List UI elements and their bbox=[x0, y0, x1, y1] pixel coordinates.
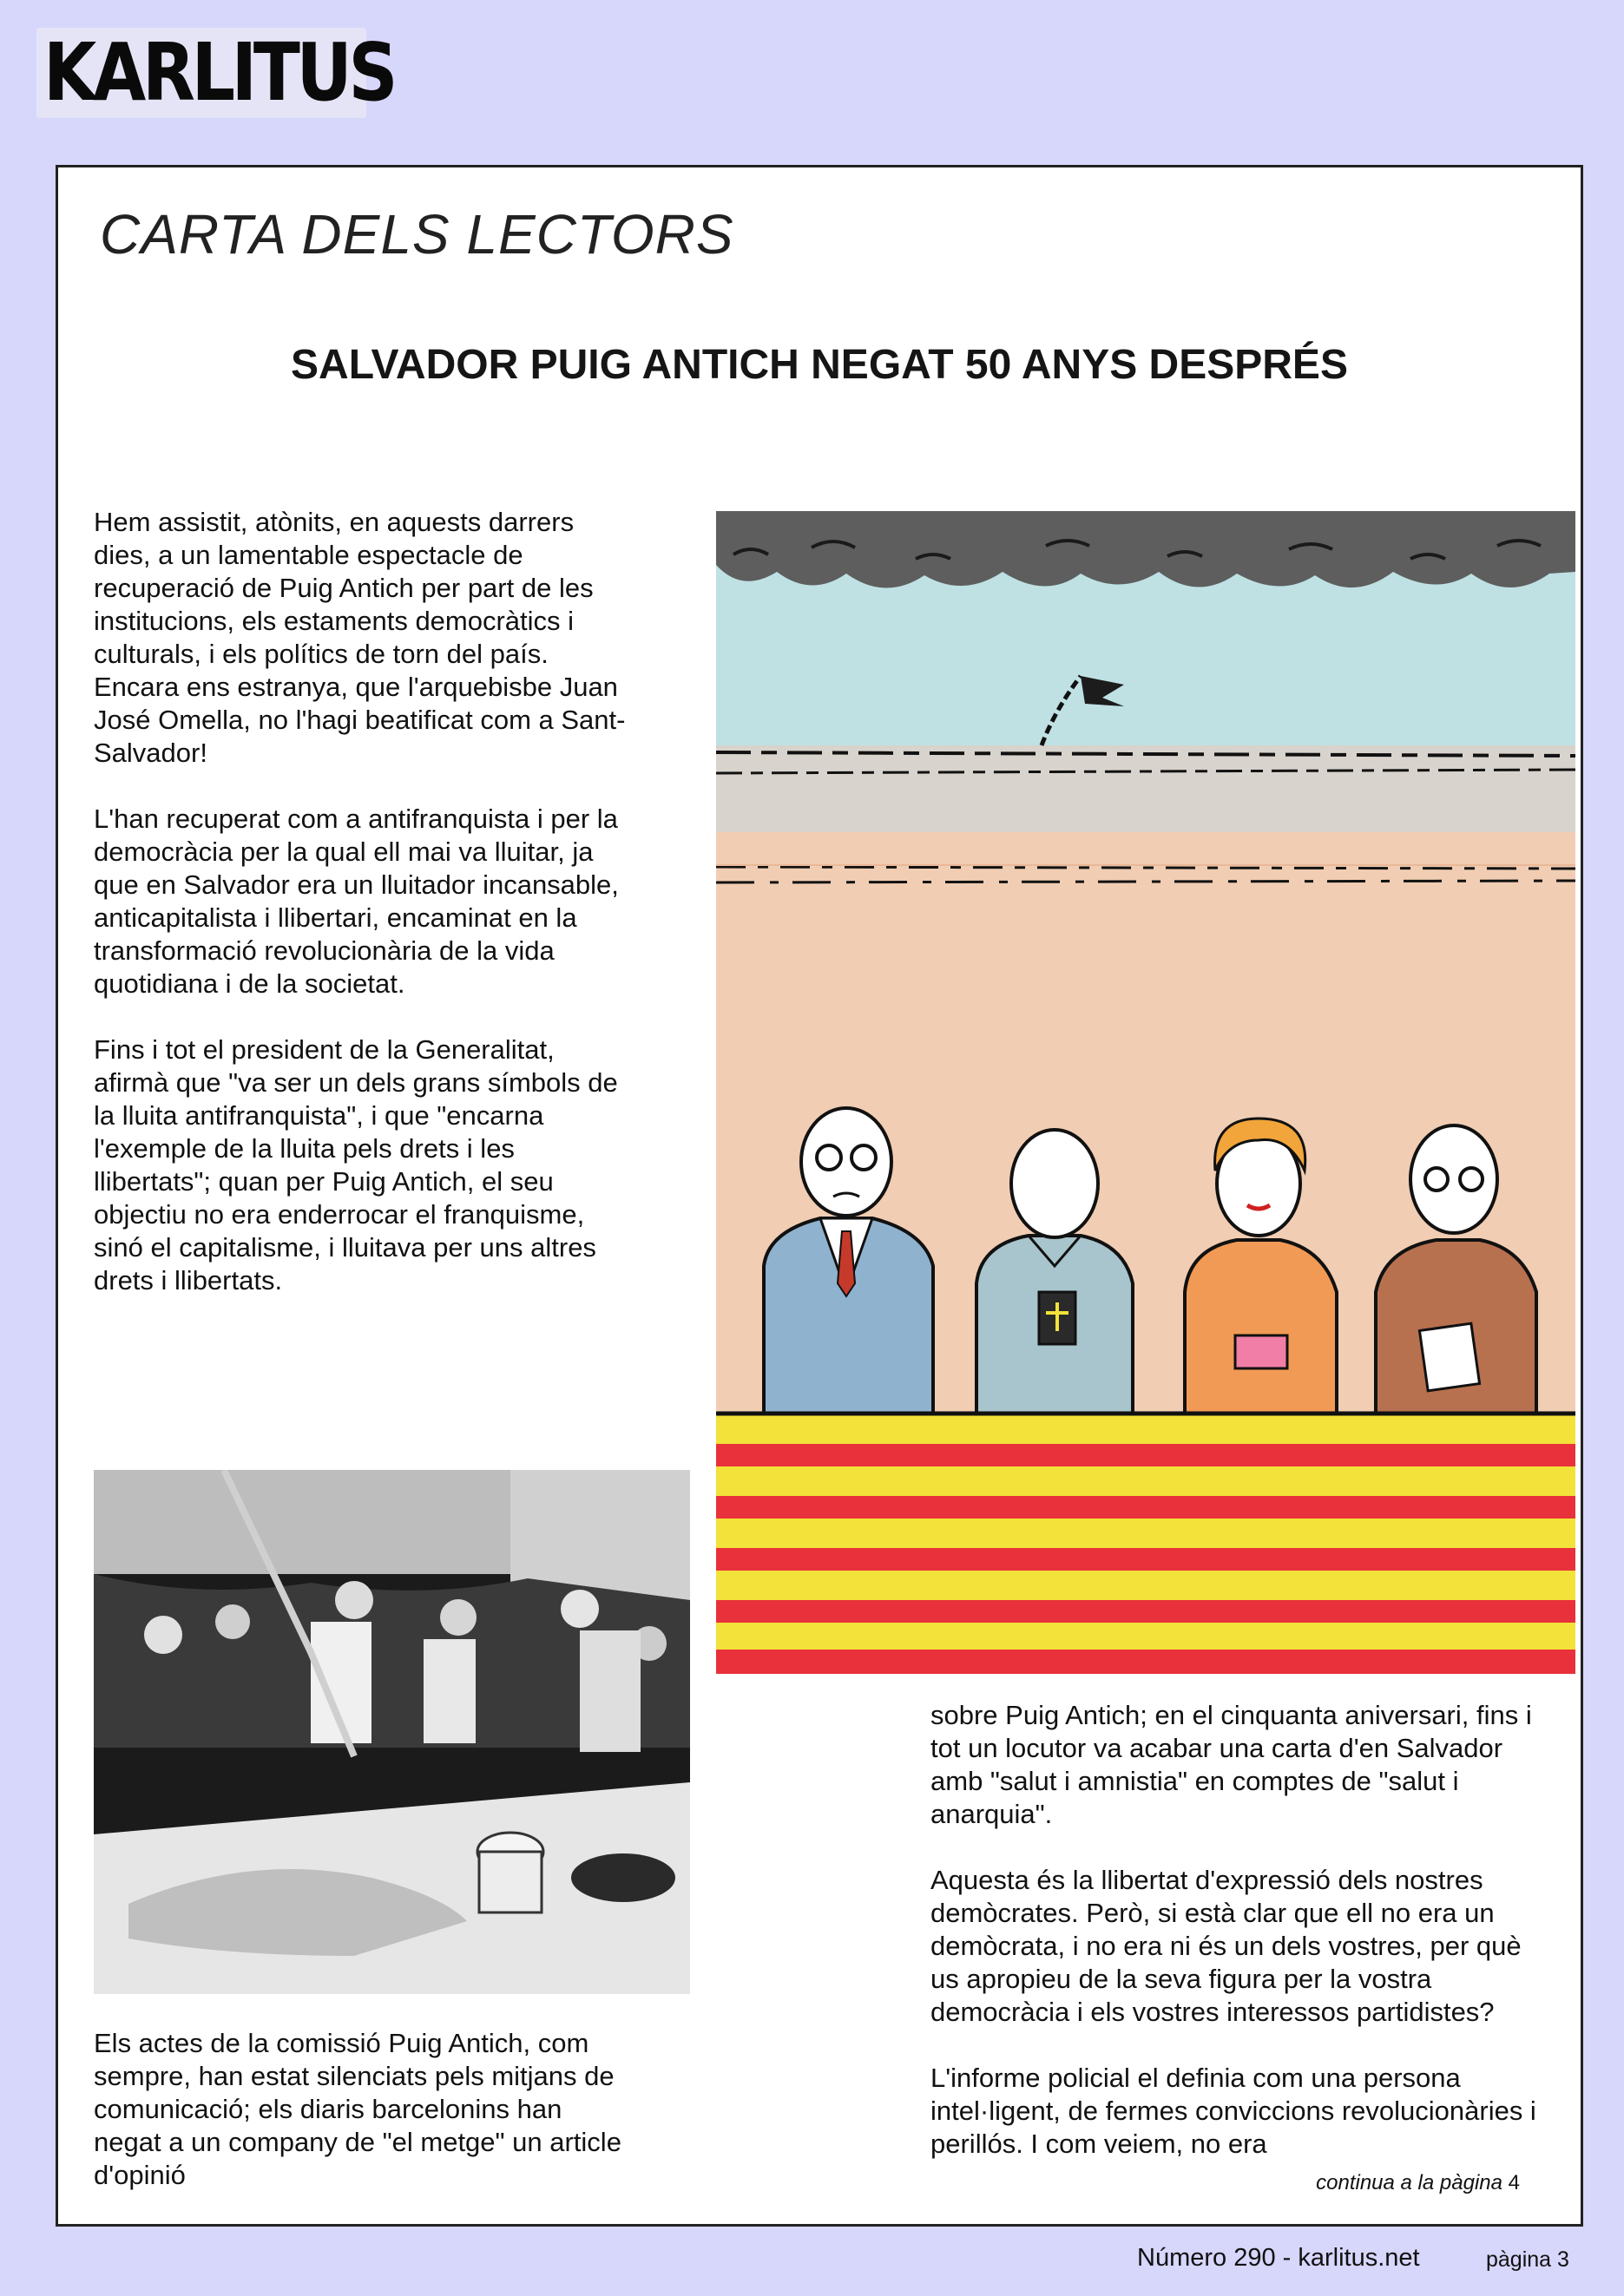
continue-note bbox=[1316, 2171, 1520, 2195]
continue-text: continua a la pàgina bbox=[1316, 2171, 1502, 2194]
section-title: CARTA DELS LECTORS bbox=[100, 203, 734, 266]
footer-issue: Número 290 - karlitus.net bbox=[1137, 2244, 1420, 2272]
paragraph: Fins i tot el president de la Generalitat, afirmà que "va ser un dels grans símbols de la lluita antifranquista", i que "encarna l'exemple de la lluita pels drets i les llibertats"; quan per Puig Antich, el seu objectiu no era enderrocar el franquisme, sinó el capitalisme, i lluitava per uns altres drets i llibertats. bbox=[94, 1034, 618, 1296]
paragraph: Aquesta és la llibertat d'expressió dels nostres demòcrates. Però, si està clar que ell no era un demòcrata, i no era ni és un dels vostres, per què us apropieu de la seva figura per la vostra democràcia i els vostres interessos partidistes? bbox=[930, 1865, 1522, 2027]
continue-page-number: 4 bbox=[1508, 2171, 1520, 2194]
cartoon-illustration bbox=[716, 511, 1575, 1674]
article-left-bottom bbox=[94, 2027, 632, 2192]
article-left-column bbox=[94, 506, 632, 1297]
paragraph: Els actes de la comissió Puig Antich, com sempre, han estat silenciats pels mitjans de comunicació; els diaris barcelonins han negat a un company de "el metge" un article d'opinió bbox=[94, 2028, 621, 2190]
article-right-column bbox=[930, 1699, 1538, 2161]
paragraph: sobre Puig Antich; en el cinquanta aniversari, fins i tot un locutor va acabar una carta d'en Salvador amb "salut i amnistia" en comptes de "salut i anarquia". bbox=[930, 1700, 1532, 1829]
footer-page-number: pàgina 3 bbox=[1486, 2247, 1569, 2272]
black-and-white-photo bbox=[94, 1470, 690, 1994]
page-panel bbox=[56, 165, 1583, 2227]
paragraph: L'han recuperat com a antifranquista i per la democràcia per la qual ell mai va lluitar, ja que en Salvador era un lluitador incansable, anticapitalista i llibertari, encaminat en la transformació revolucionària de la vida quotidiana i de la societat. bbox=[94, 804, 619, 999]
article-headline: SALVADOR PUIG ANTICH NEGAT 50 ANYS DESPRÉS bbox=[291, 342, 1348, 388]
paragraph: Hem assistit, atònits, en aquests darrers dies, a un lamentable espectacle de recuperació de Puig Antich per part de les institucions, els estaments democràtics i culturals, i els polítics de torn del país. Encara ens estranya, que l'arquebisbe Juan José Omella, no l'hagi beatificat com a Sant-Salvador! bbox=[94, 507, 626, 768]
masthead-logo bbox=[36, 26, 395, 119]
logo-text: KARLITUS bbox=[43, 26, 395, 119]
paragraph: L'informe policial el definia com una persona intel·ligent, de fermes conviccions revolucionàries i perillós. I com veiem, no era bbox=[930, 2063, 1536, 2159]
